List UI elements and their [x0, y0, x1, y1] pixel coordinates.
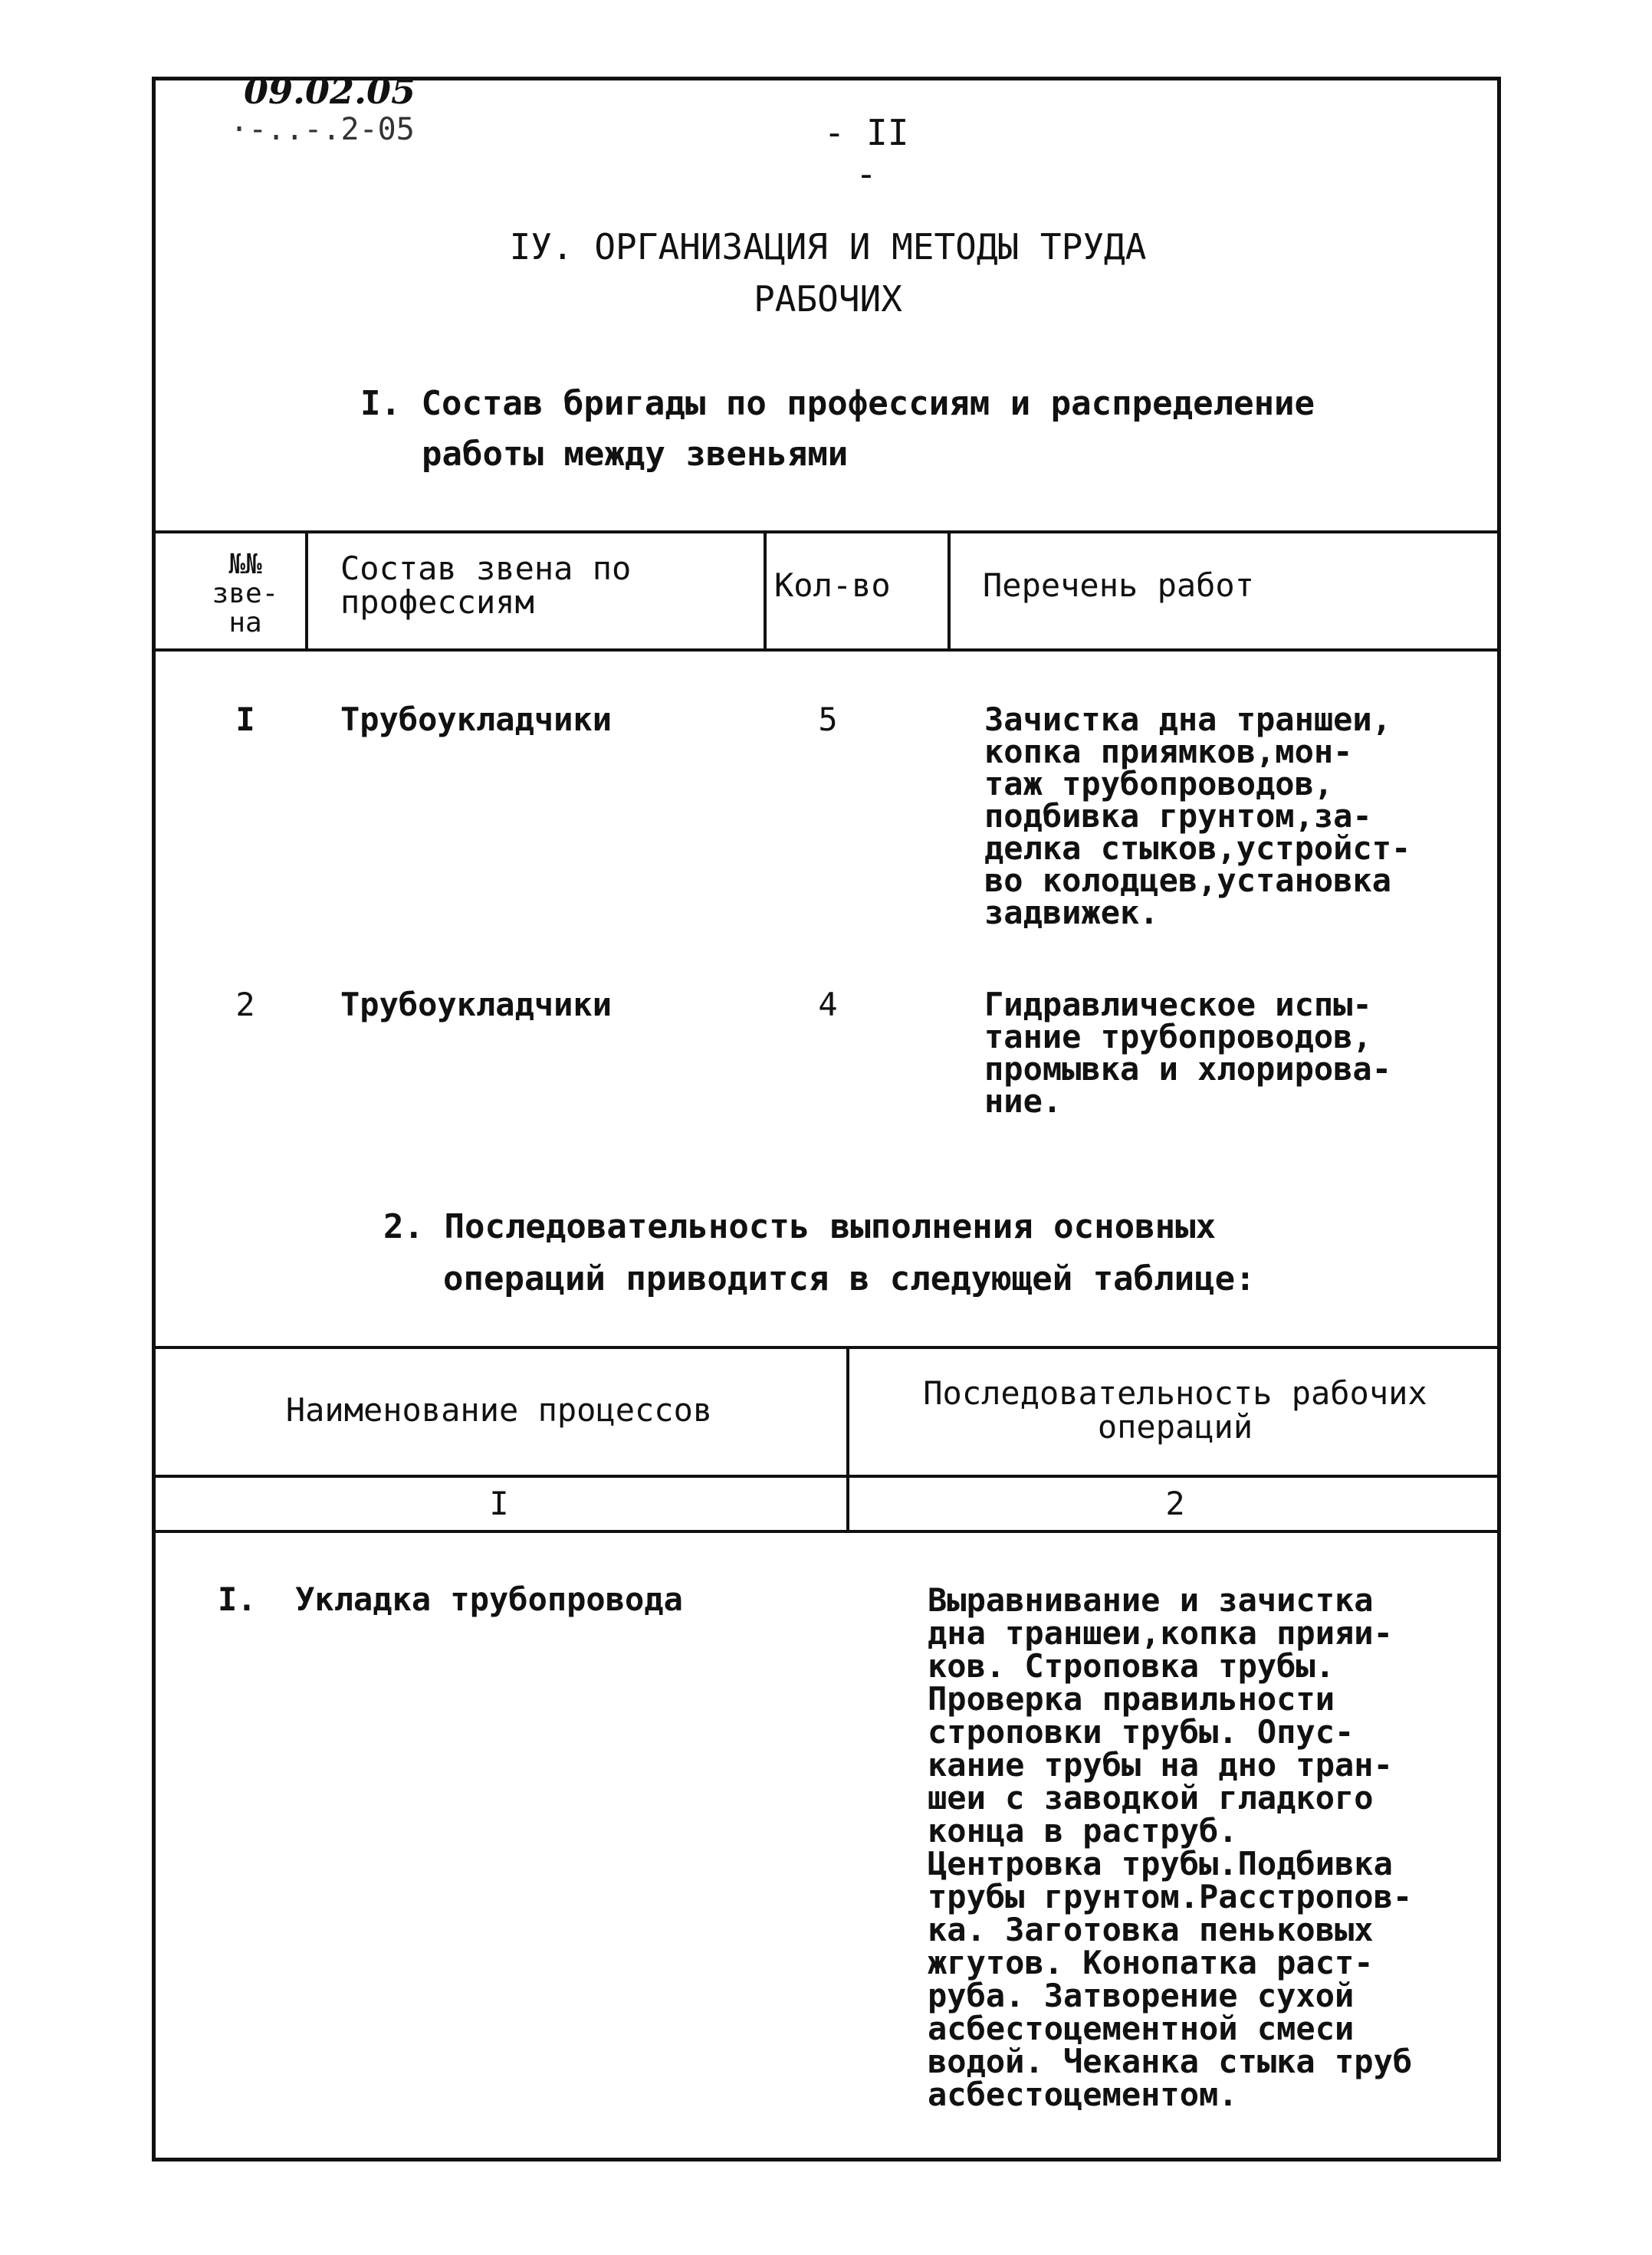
- table1-row2-count: 4: [818, 986, 838, 1023]
- stamp-code: ·-..-.2-05: [230, 112, 415, 147]
- table2-row1-sequence: Выравнивание и зачистка дна траншеи,копка прияи- ков. Строповка трубы. Проверка правильности строповки трубы. Опус- кание трубы на дно тран- шеи с заводкой гладкого конца в раструб. Центровка трубы.Подбивка трубы грунтом.Расстропов- ка. Заготовка пеньковых жгутов. Конопатка раст- руба. Затворение сухой асбестоцементной смеси водой. Чеканка стыка труб асбестоцементом.: [928, 1581, 1413, 2113]
- table1-row2-composition: Трубоукладчики: [340, 986, 613, 1023]
- subsection2-line1: 2. Последовательность выполнения основных: [383, 1207, 1217, 1246]
- table1-row1-num: I: [235, 701, 255, 738]
- table2-header-process: Наименование процессов: [285, 1391, 713, 1429]
- table1-col-divider-3: [948, 530, 951, 652]
- section-title-line1: IУ. ОРГАНИЗАЦИЯ И МЕТОДЫ ТРУДА: [509, 226, 1147, 268]
- table1-col-divider-1: [305, 530, 308, 652]
- section-title-line2: РАБОЧИХ: [754, 278, 902, 320]
- handwritten-code: 09.02.05: [244, 71, 416, 112]
- subsection2-line2: операций приводится в следующей таблице:: [443, 1259, 1256, 1298]
- table1-top-border: [152, 530, 1501, 533]
- table1-header-composition: Состав звена по профессиям: [340, 550, 632, 621]
- table1-col-divider-2: [764, 530, 767, 652]
- table2-top-border: [152, 1346, 1501, 1349]
- table2-header-sequence: Последовательность рабочих операций: [923, 1374, 1427, 1446]
- table2-numbers-bottom-border: [152, 1530, 1501, 1533]
- table1-row1-works: Зачистка дна траншеи, копка приямков,мон- таж трубопроводов, подбивка грунтом,за- делка стыков,устройст- во колодцев,установка задвижек.: [984, 701, 1411, 931]
- subsection1-line2: работы между звеньями: [422, 435, 849, 474]
- table2-header-bottom-border: [152, 1475, 1501, 1478]
- table1-row2-works: Гидравлическое испы- тание трубопроводов, промывка и хлорирова- ние.: [984, 986, 1392, 1120]
- table1-row1-count: 5: [818, 701, 838, 738]
- table1-header-count: Кол-во: [774, 566, 891, 604]
- table2-colnum-2: 2: [1165, 1485, 1185, 1522]
- table1-row1-composition: Трубоукладчики: [340, 701, 613, 738]
- table1-header-num: №№ зве- на: [212, 549, 279, 638]
- table1-row2-num: 2: [235, 986, 255, 1023]
- table1-header-bottom-border: [152, 648, 1501, 652]
- table2-colnum-1: I: [489, 1485, 509, 1522]
- subsection1-line1: I. Состав бригады по профессиям и распределение: [360, 384, 1315, 423]
- page-number: - II -: [823, 112, 909, 195]
- table2-row1-process: I. Укладка трубопровода: [218, 1580, 683, 1618]
- table1-header-works: Перечень работ: [983, 566, 1255, 604]
